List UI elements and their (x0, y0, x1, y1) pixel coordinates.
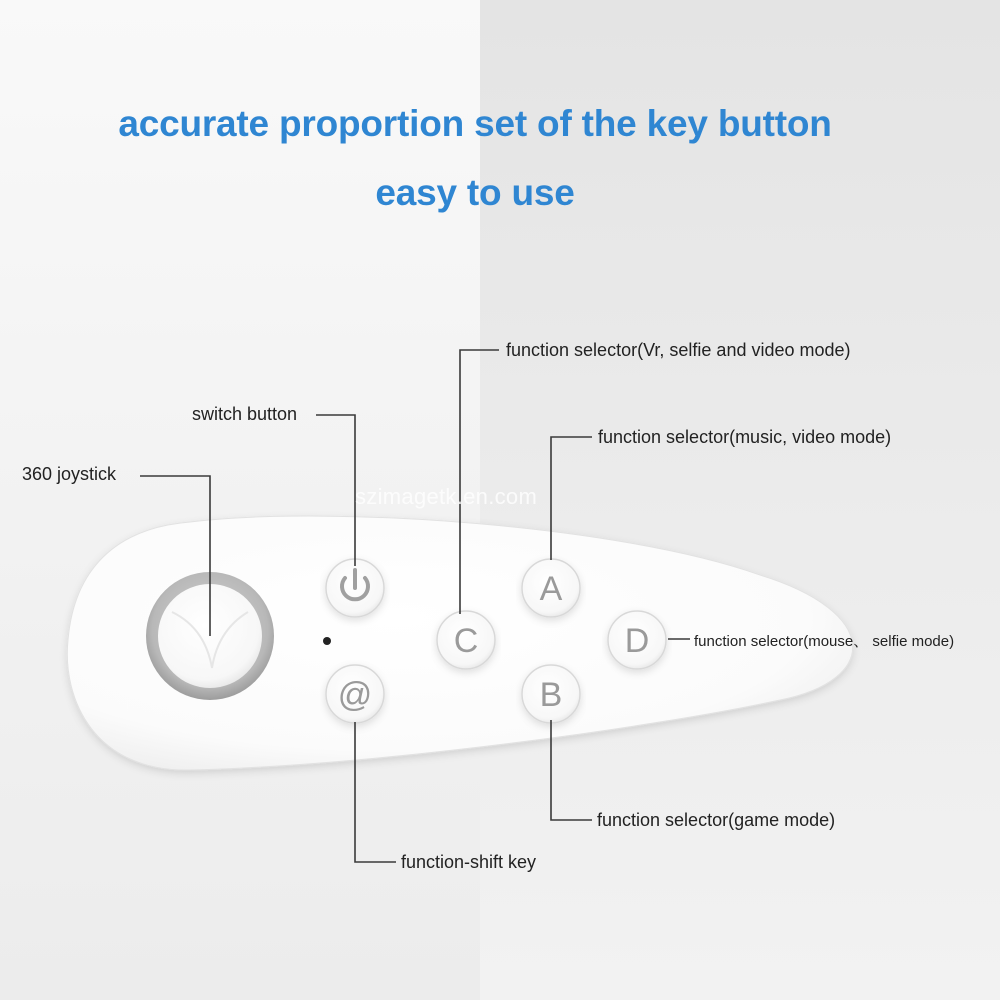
function-shift-button[interactable] (326, 665, 384, 723)
indicator-light (323, 637, 331, 645)
c-label: C (453, 622, 479, 660)
callout-d: function selector(mouse、 selfie mode) (694, 633, 955, 650)
callout-c: function selector(Vr, selfie and video mode) (506, 340, 851, 360)
a-button[interactable] (522, 559, 580, 617)
watermark: szimagetk.en.com (355, 484, 538, 509)
headline-line-1: accurate proportion set of the key button (118, 103, 832, 144)
a-label: A (539, 570, 563, 608)
b-label: B (539, 676, 563, 714)
d-button[interactable] (608, 611, 666, 669)
callout-a: function selector(music, video mode) (598, 427, 892, 447)
callout-at: function-shift key (401, 852, 537, 872)
d-label: D (624, 622, 650, 660)
c-button[interactable] (437, 611, 495, 669)
headline-line-2: easy to use (375, 172, 575, 213)
callout-joystick: 360 joystick (22, 464, 117, 484)
at-label: @ (337, 676, 373, 714)
callout-switch: switch button (192, 404, 298, 424)
switch-button[interactable] (326, 559, 384, 617)
callout-b: function selector(game mode) (597, 810, 836, 830)
b-button[interactable] (522, 665, 580, 723)
